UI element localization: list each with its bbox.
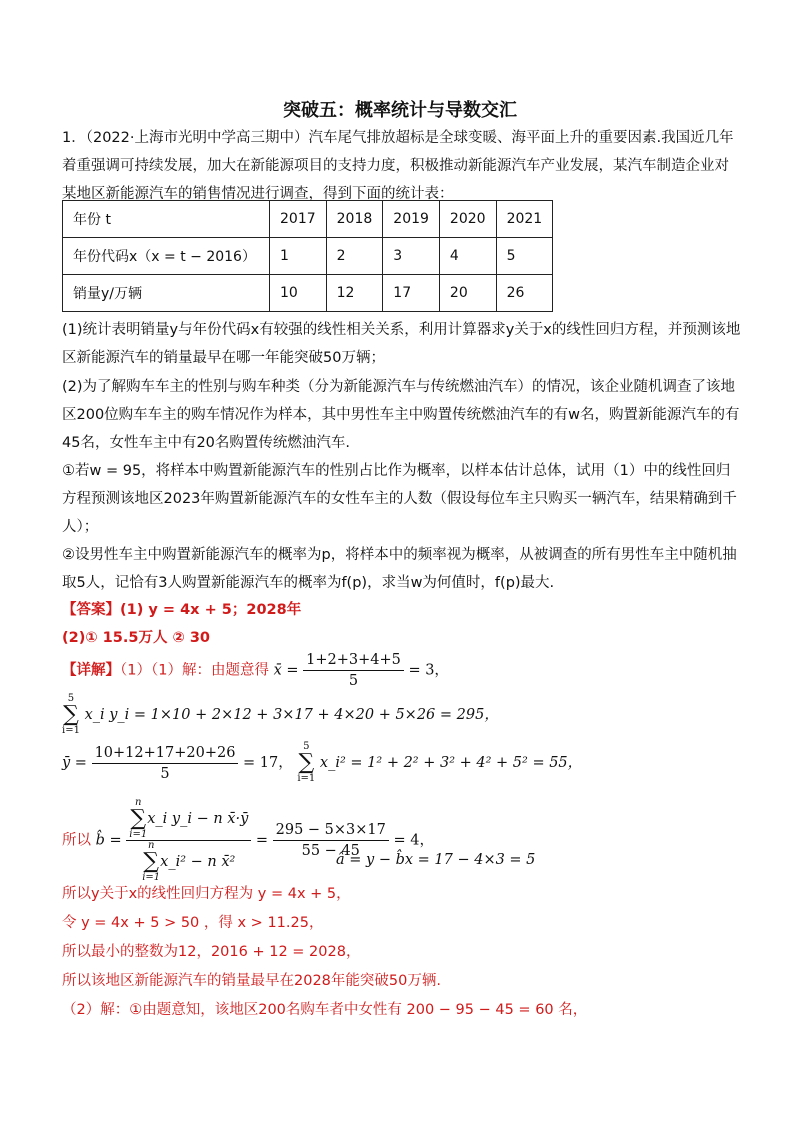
table-cell: 2018 [326, 201, 383, 238]
table-cell: 4 [439, 238, 496, 275]
table-row [63, 275, 553, 312]
table-cell: 2021 [496, 201, 553, 238]
so-label: 所以 [62, 832, 91, 849]
table-row [63, 238, 553, 275]
table-cell: 3 [383, 238, 440, 275]
eq-ybar-lhs: ȳ = [62, 755, 87, 771]
eq-ybar-fraction: $\frac{10+12+17+20+26}{5}$ [92, 743, 239, 784]
eq-xbar-fraction: $\frac{1+2+3+4+5}{5}$ [303, 650, 404, 691]
eq-sum-xy: x_i y_i = 1×10 + 2×12 + 3×17 + 4×20 + 5×26 = 295， [84, 707, 499, 723]
row-label: 销量y/万辆 [63, 275, 270, 312]
eq-b-lhs: b̂ = [95, 832, 122, 849]
detail-line-xbar [62, 650, 449, 691]
table-cell: 10 [270, 275, 327, 312]
question-part-2-sub-2: ②设男性车主中购置新能源汽车的概率为p，将样本中的频率视为概率，从被调查的所有男性车主中随机抽取5人，记恰有3人购置新能源汽车的概率为f(p)，求当w为何值时，f(p)最大. [62, 547, 737, 591]
eq-ybar-rhs: = 17， [243, 755, 293, 771]
eq-xbar-lhs: x̄ = [273, 662, 299, 679]
eq-b-fraction: n ∑ i=1 x_i y_i − n x̄·ȳ n ∑ i=1 x_i² − n x̄² [126, 798, 251, 883]
table-cell: 2 [326, 238, 383, 275]
question-part-2-sub-1: ①若w = 95，将样本中购置新能源汽车的性别占比作为概率，以样本估计总体，试用（1）中的线性回归方程预测该地区2023年购置新能源汽车的女性车主的人数（假设每位车主只购买一辆汽车，结果精确到千人）； [62, 463, 737, 535]
question-text: 汽车尾气排放超标是全球变暖、海平面上升的重要因素.我国近几年着重强调可持续发展，加大在新能源项目的支持力度，积极推动新能源汽车产业发展，某汽车制造企业对某地区新能源汽车的销售情况进行调查，得到下面的统计表： [62, 130, 734, 202]
table-cell: 20 [439, 275, 496, 312]
question-source: （2022·上海市光明中学高三期中） [85, 130, 309, 146]
table-cell: 2017 [270, 201, 327, 238]
detail-intro: （1）（1）解：由题意得 [120, 662, 269, 679]
detail-line-let: 令 y = 4x + 5 > 50 ，得 x > 11.25， [62, 915, 324, 931]
answer-line-1 [62, 598, 301, 619]
detail-line-min-integer: 所以最小的整数为12，2016 + 12 = 2028， [62, 944, 361, 960]
answer-line-2: (2)① 15.5万人 ② 30 [62, 630, 210, 646]
detail-line-regression: 所以y关于x的线性回归方程为 y = 4x + 5， [62, 886, 351, 902]
page-title: 突破五：概率统计与导数交汇 [283, 100, 517, 121]
eq-b-rhs: = 4， [393, 832, 434, 849]
eq-a-hat: â = y − b̂x = 17 − 4×3 = 5 [336, 852, 536, 868]
detail-line-part-2: （2）解：①由题意知，该地区200名购车者中女性有 200 − 95 − 45 = 60 名， [62, 1002, 588, 1018]
row-label: 年份 t [63, 201, 270, 238]
stat-table [62, 200, 553, 312]
sum-symbol: 5 ∑ i=1 [297, 741, 316, 784]
table-cell: 12 [326, 275, 383, 312]
question-part-1: (1)统计表明销量y与年份代码x有较强的线性相关关系，利用计算器求y关于x的线性回归方程，并预测该地区新能源汽车的销量最早在哪一年能突破50万辆； [62, 322, 741, 366]
table-row [63, 201, 553, 238]
eq-sum-x2: x_i² = 1² + 2² + 3² + 4² + 5² = 55， [319, 755, 583, 771]
sum-symbol: 5 ∑ i=1 [62, 693, 80, 736]
table-cell: 26 [496, 275, 553, 312]
row-label: 年份代码x（x = t − 2016） [63, 238, 270, 275]
answer-label: 【答案】 [62, 602, 120, 618]
detail-line-b-hat: 所以 b̂ = n ∑ i=1 x_i y_i − n x̄·ȳ n ∑ i=1 x_i² − n x̄² = $\frac{295 - 5\times 3\times 17}{55 - 45}$ = 4， [62, 797, 434, 883]
detail-label: 【详解】 [62, 662, 120, 679]
question-intro [62, 124, 742, 208]
detail-line-sum-xy [62, 694, 499, 736]
table-cell: 2019 [383, 201, 440, 238]
table-cell: 17 [383, 275, 440, 312]
eq-b-mid-fraction: $\frac{295 - 5\times 3\times 17}{55 - 45}$ [273, 820, 389, 861]
answer-1: (1) y = 4x + 5；2028年 [120, 602, 302, 618]
detail-line-ybar [62, 742, 582, 784]
table-cell: 2020 [439, 201, 496, 238]
question-number: 1． [62, 130, 86, 146]
question-part-2: (2)为了解购车车主的性别与购车种类（分为新能源汽车与传统燃油汽车）的情况，该企业随机调查了该地区200位购车车主的购车情况作为样本，其中男性车主中购置传统燃油汽车的有w名，购置新能源汽车的有45名，女性车主中有20名购置传统燃油汽车. [62, 379, 740, 451]
eq-xbar-rhs: = 3， [408, 662, 449, 679]
detail-line-conclusion: 所以该地区新能源汽车的销量最早在2028年能突破50万辆. [62, 973, 441, 989]
table-cell: 1 [270, 238, 327, 275]
table-cell: 5 [496, 238, 553, 275]
